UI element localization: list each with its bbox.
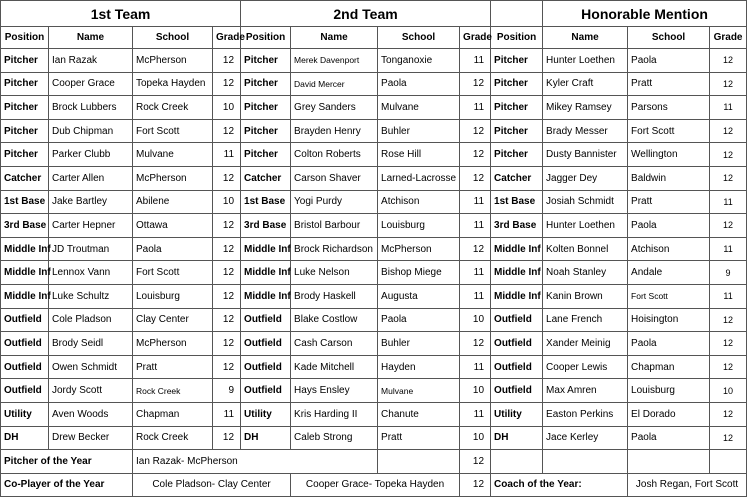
hm-grade-cell: 12 [710,426,747,450]
hm-school-cell: Parsons [628,96,710,120]
hm-position-cell: Outfield [491,308,543,332]
column-header-position: Position [1,27,49,49]
first-name-cell: Brody Seidl [49,332,133,356]
hm-school-cell: Wellington [628,143,710,167]
first-grade-cell: 12 [213,237,241,261]
second-position-cell: Outfield [241,332,291,356]
hm-grade-cell: 12 [710,72,747,96]
first-name-cell: Aven Woods [49,402,133,426]
second-position-cell: Middle Inf [241,284,291,308]
hm-name-cell: Kolten Bonnel [543,237,628,261]
second-position-cell: Catcher [241,166,291,190]
table-row [1,284,747,308]
second-grade-cell: 12 [460,72,491,96]
second-grade-cell: 12 [460,143,491,167]
first-school-cell: Clay Center [133,308,213,332]
first-name-cell: Brock Lubbers [49,96,133,120]
hm-school-cell: Paola [628,214,710,238]
second-name-cell: Brody Haskell [291,284,378,308]
first-position-cell: Pitcher [1,49,49,73]
hm-school-cell: Fort Scott [628,284,710,308]
first-school-cell: Chapman [133,402,213,426]
second-team-title: 2nd Team [241,1,491,27]
first-team-title: 1st Team [1,1,241,27]
second-school-cell: Hayden [378,355,460,379]
second-grade-cell: 10 [460,379,491,403]
second-grade-cell: 11 [460,214,491,238]
second-name-cell: Luke Nelson [291,261,378,285]
column-header-grade: Grade [460,27,491,49]
first-name-cell: Carter Allen [49,166,133,190]
second-name-cell: Hays Ensley [291,379,378,403]
first-name-cell: Cooper Grace [49,72,133,96]
first-name-cell: Parker Clubb [49,143,133,167]
second-position-cell: Outfield [241,379,291,403]
table-row [1,308,747,332]
second-name-cell: Grey Sanders [291,96,378,120]
hm-grade-cell: 12 [710,143,747,167]
first-name-cell: Drew Becker [49,426,133,450]
table-row [1,166,747,190]
first-school-cell: McPherson [133,166,213,190]
table-row [1,143,747,167]
hm-grade-cell: 12 [710,308,747,332]
second-grade-cell: 12 [460,166,491,190]
hm-school-cell: Paola [628,49,710,73]
first-name-cell: Lennox Vann [49,261,133,285]
second-position-cell: Middle Inf [241,261,291,285]
second-grade-cell: 11 [460,96,491,120]
first-grade-cell: 11 [213,143,241,167]
first-name-cell: JD Troutman [49,237,133,261]
second-school-cell: Tonganoxie [378,49,460,73]
column-header-school: School [628,27,710,49]
honorable-mention-title: Honorable Mention [543,1,747,27]
title-row [1,1,747,27]
hm-name-cell: Brady Messer [543,119,628,143]
second-position-cell: Utility [241,402,291,426]
hm-grade-cell: 10 [710,379,747,403]
hm-school-cell: Louisburg [628,379,710,403]
first-grade-cell: 12 [213,261,241,285]
first-grade-cell: 12 [213,284,241,308]
second-position-cell: Pitcher [241,49,291,73]
second-school-cell: Mulvane [378,96,460,120]
first-name-cell: Jake Bartley [49,190,133,214]
second-name-cell: Carson Shaver [291,166,378,190]
column-header-name: Name [49,27,133,49]
second-name-cell: Cash Carson [291,332,378,356]
first-school-cell: Rock Creek [133,96,213,120]
hm-grade-cell: 11 [710,96,747,120]
hm-grade-cell: 12 [710,119,747,143]
column-header-school: School [133,27,213,49]
second-school-cell: Bishop Miege [378,261,460,285]
second-grade-cell: 12 [460,332,491,356]
column-header-grade: Grade [710,27,747,49]
table-row [1,190,747,214]
hm-position-cell: Pitcher [491,143,543,167]
second-grade-cell: 11 [460,261,491,285]
second-grade-cell: 11 [460,49,491,73]
column-header-position: Position [491,27,543,49]
table-row [1,237,747,261]
hm-name-cell: Hunter Loethen [543,49,628,73]
first-name-cell: Carter Hepner [49,214,133,238]
hm-position-cell: 1st Base [491,190,543,214]
first-school-cell: Fort Scott [133,119,213,143]
first-grade-cell: 11 [213,402,241,426]
column-header-school: School [378,27,460,49]
second-position-cell: Pitcher [241,72,291,96]
second-grade-cell: 12 [460,237,491,261]
hm-name-cell: Kanin Brown [543,284,628,308]
hm-grade-cell: 12 [710,355,747,379]
first-position-cell: Pitcher [1,143,49,167]
first-position-cell: Middle Inf [1,237,49,261]
first-name-cell: Ian Razak [49,49,133,73]
first-position-cell: Middle Inf [1,261,49,285]
table-row [1,72,747,96]
second-grade-cell: 12 [460,119,491,143]
empty-cell [378,450,460,474]
column-header-name: Name [543,27,628,49]
table-row [1,119,747,143]
second-school-cell: Buhler [378,119,460,143]
second-position-cell: Outfield [241,355,291,379]
first-grade-cell: 12 [213,308,241,332]
hm-school-cell: Chapman [628,355,710,379]
first-grade-cell: 12 [213,166,241,190]
second-position-cell: Pitcher [241,119,291,143]
pitcher-of-year-grade: 12 [460,450,491,474]
second-school-cell: Paola [378,72,460,96]
hm-position-cell: DH [491,426,543,450]
table-row [1,355,747,379]
empty-cell [710,450,747,474]
table-row [1,261,747,285]
co-player-2: Cooper Grace- Topeka Hayden [291,473,460,497]
hm-position-cell: Catcher [491,166,543,190]
co-player-of-year-label: Co-Player of the Year [1,473,133,497]
first-grade-cell: 12 [213,72,241,96]
first-grade-cell: 12 [213,355,241,379]
second-grade-cell: 11 [460,402,491,426]
second-school-cell: Mulvane [378,379,460,403]
first-position-cell: Pitcher [1,119,49,143]
first-school-cell: McPherson [133,332,213,356]
first-name-cell: Dub Chipman [49,119,133,143]
table-row [1,332,747,356]
hm-name-cell: Xander Meinig [543,332,628,356]
hm-name-cell: Easton Perkins [543,402,628,426]
second-school-cell: Pratt [378,426,460,450]
second-name-cell: Brayden Henry [291,119,378,143]
hm-name-cell: Dusty Bannister [543,143,628,167]
hm-name-cell: Noah Stanley [543,261,628,285]
second-name-cell: Merek Davenport [291,49,378,73]
first-school-cell: Louisburg [133,284,213,308]
first-position-cell: Outfield [1,332,49,356]
second-school-cell: Augusta [378,284,460,308]
hm-name-cell: Jace Kerley [543,426,628,450]
hm-position-cell: Middle Inf [491,261,543,285]
first-position-cell: Pitcher [1,72,49,96]
hm-grade-cell: 12 [710,49,747,73]
header-row [1,27,747,49]
coach-of-year-label: Coach of the Year: [491,473,628,497]
pitcher-of-year-row [1,450,747,474]
first-school-cell: Topeka Hayden [133,72,213,96]
first-position-cell: Outfield [1,308,49,332]
second-grade-cell: 11 [460,284,491,308]
column-header-name: Name [291,27,378,49]
table-row [1,426,747,450]
hm-grade-cell: 9 [710,261,747,285]
hm-position-cell: Outfield [491,332,543,356]
first-grade-cell: 12 [213,214,241,238]
second-grade-cell: 11 [460,355,491,379]
hm-grade-cell: 11 [710,284,747,308]
second-position-cell: Middle Inf [241,237,291,261]
hm-grade-cell: 12 [710,166,747,190]
coach-of-year-value: Josh Regan, Fort Scott [628,473,747,497]
second-position-cell: 3rd Base [241,214,291,238]
first-school-cell: McPherson [133,49,213,73]
pitcher-of-year-label: Pitcher of the Year [1,450,133,474]
hm-position-cell: Pitcher [491,49,543,73]
second-school-cell: Rose Hill [378,143,460,167]
hm-name-cell: Cooper Lewis [543,355,628,379]
hm-grade-cell: 12 [710,402,747,426]
first-name-cell: Jordy Scott [49,379,133,403]
co-player-grade: 12 [460,473,491,497]
hm-grade-cell: 11 [710,237,747,261]
empty-cell [628,450,710,474]
first-school-cell: Rock Creek [133,379,213,403]
first-school-cell: Ottawa [133,214,213,238]
first-grade-cell: 12 [213,332,241,356]
hm-name-cell: Josiah Schmidt [543,190,628,214]
table-row [1,379,747,403]
second-school-cell: Paola [378,308,460,332]
first-position-cell: DH [1,426,49,450]
second-name-cell: Bristol Barbour [291,214,378,238]
column-header-grade: Grade [213,27,241,49]
co-player-1: Cole Pladson- Clay Center [133,473,291,497]
empty-cell [543,450,628,474]
first-position-cell: 1st Base [1,190,49,214]
second-position-cell: Outfield [241,308,291,332]
hm-school-cell: Atchison [628,237,710,261]
hm-name-cell: Jagger Dey [543,166,628,190]
first-position-cell: Utility [1,402,49,426]
hm-position-cell: Pitcher [491,119,543,143]
table-row [1,214,747,238]
second-name-cell: Colton Roberts [291,143,378,167]
second-school-cell: Chanute [378,402,460,426]
column-header-position: Position [241,27,291,49]
first-school-cell: Rock Creek [133,426,213,450]
pitcher-of-year-value: Ian Razak- McPherson [133,450,378,474]
hm-position-cell: Pitcher [491,96,543,120]
second-name-cell: Kris Harding II [291,402,378,426]
hm-grade-cell: 12 [710,214,747,238]
hm-school-cell: Fort Scott [628,119,710,143]
hm-position-cell: Outfield [491,379,543,403]
hm-name-cell: Lane French [543,308,628,332]
hm-name-cell: Hunter Loethen [543,214,628,238]
empty-cell [491,1,543,27]
hm-school-cell: El Dorado [628,402,710,426]
hm-school-cell: Hoisington [628,308,710,332]
hm-position-cell: 3rd Base [491,214,543,238]
hm-school-cell: Baldwin [628,166,710,190]
second-name-cell: Brock Richardson [291,237,378,261]
first-position-cell: Middle Inf [1,284,49,308]
hm-position-cell: Pitcher [491,72,543,96]
second-school-cell: Atchison [378,190,460,214]
hm-position-cell: Outfield [491,355,543,379]
first-position-cell: Pitcher [1,96,49,120]
hm-school-cell: Pratt [628,190,710,214]
first-grade-cell: 9 [213,379,241,403]
second-grade-cell: 10 [460,426,491,450]
second-name-cell: David Mercer [291,72,378,96]
first-school-cell: Paola [133,237,213,261]
table-row [1,96,747,120]
hm-grade-cell: 12 [710,332,747,356]
second-school-cell: Buhler [378,332,460,356]
first-name-cell: Owen Schmidt [49,355,133,379]
second-name-cell: Yogi Purdy [291,190,378,214]
hm-position-cell: Utility [491,402,543,426]
second-grade-cell: 11 [460,190,491,214]
hm-position-cell: Middle Inf [491,237,543,261]
first-grade-cell: 10 [213,190,241,214]
hm-name-cell: Mikey Ramsey [543,96,628,120]
first-school-cell: Mulvane [133,143,213,167]
second-grade-cell: 10 [460,308,491,332]
hm-position-cell: Middle Inf [491,284,543,308]
second-name-cell: Kade Mitchell [291,355,378,379]
hm-grade-cell: 11 [710,190,747,214]
first-position-cell: Outfield [1,355,49,379]
first-school-cell: Abilene [133,190,213,214]
table-row [1,402,747,426]
table-row [1,49,747,73]
second-school-cell: McPherson [378,237,460,261]
first-name-cell: Cole Pladson [49,308,133,332]
co-player-of-year-row [1,473,747,497]
hm-name-cell: Kyler Craft [543,72,628,96]
second-position-cell: Pitcher [241,143,291,167]
first-position-cell: Outfield [1,379,49,403]
hm-school-cell: Pratt [628,72,710,96]
second-name-cell: Caleb Strong [291,426,378,450]
first-grade-cell: 12 [213,119,241,143]
first-grade-cell: 12 [213,426,241,450]
first-grade-cell: 12 [213,49,241,73]
second-school-cell: Louisburg [378,214,460,238]
second-name-cell: Blake Costlow [291,308,378,332]
first-school-cell: Fort Scott [133,261,213,285]
second-position-cell: Pitcher [241,96,291,120]
empty-cell [491,450,543,474]
first-grade-cell: 10 [213,96,241,120]
first-position-cell: 3rd Base [1,214,49,238]
second-position-cell: DH [241,426,291,450]
first-position-cell: Catcher [1,166,49,190]
hm-school-cell: Paola [628,426,710,450]
first-name-cell: Luke Schultz [49,284,133,308]
second-school-cell: Larned-Lacrosse [378,166,460,190]
first-school-cell: Pratt [133,355,213,379]
hm-school-cell: Paola [628,332,710,356]
hm-school-cell: Andale [628,261,710,285]
hm-name-cell: Max Amren [543,379,628,403]
second-position-cell: 1st Base [241,190,291,214]
